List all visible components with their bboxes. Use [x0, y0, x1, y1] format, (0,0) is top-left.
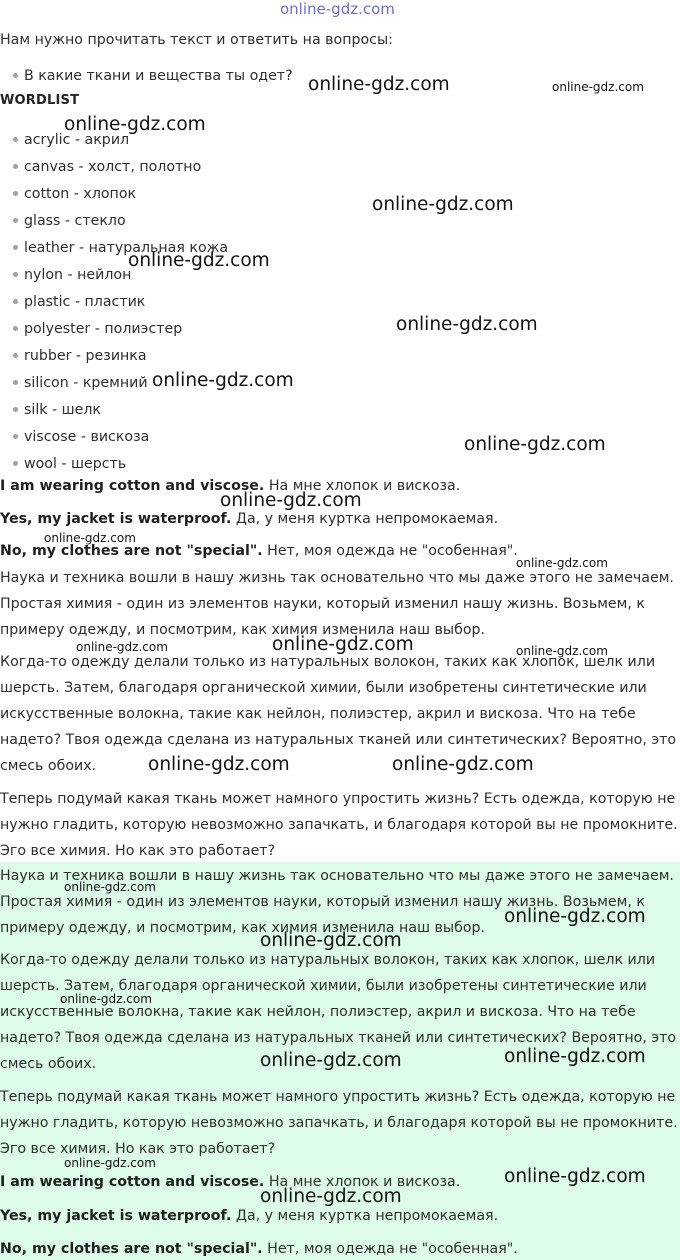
answer-russian: На мне хлопок и вискоза. [264, 478, 461, 494]
answer-english: Yes, my jacket is waterproof. [0, 511, 232, 527]
bullet-icon [13, 353, 18, 358]
watermark: online-gdz.com [504, 1166, 646, 1187]
answer-english: Yes, my jacket is waterproof. [0, 1208, 232, 1224]
wordlist-heading: WORDLIST [0, 93, 80, 108]
answer-russian: Да, у меня куртка непромокаемая. [231, 1208, 499, 1224]
watermark: online-gdz.com [516, 644, 608, 658]
answer-russian: Да, у меня куртка непромокаемая. [231, 511, 499, 527]
watermark: online-gdz.com [396, 314, 538, 335]
article-line: надето? Твоя одежда сделана из натуральных тканей или синтетических? Вероятно, это [0, 1030, 677, 1046]
wordlist-item: wool - шерсть [24, 456, 127, 472]
question-text: В какие ткани и вещества ты одет? [24, 68, 293, 84]
article-line: искусственные волокна, такие как нейлон, полиэстер, акрил и вискоза. Что на тебе [0, 1004, 636, 1020]
article-line: Когда-то одежду делали только из натуральных волокон, таких как хлопок, шелк или [0, 654, 656, 670]
article-line: Наука и техника вошли в нашу жизнь так основательно что мы даже этого не замечаем. [0, 868, 674, 884]
bullet-icon [13, 218, 18, 223]
watermark: online-gdz.com [516, 556, 608, 570]
wordlist-item: leather - натуральная кожа [24, 240, 229, 256]
answer-english: I am wearing cotton and viscose. [0, 1174, 265, 1190]
bullet-icon [13, 272, 18, 277]
watermark: online-gdz.com [60, 992, 152, 1006]
watermark: online-gdz.com [76, 640, 168, 654]
watermark: online-gdz.com [128, 250, 270, 271]
watermark: online-gdz.com [44, 531, 136, 545]
watermark: online-gdz.com [152, 370, 294, 391]
wordlist-item: cotton - хлопок [24, 186, 137, 202]
bullet-icon [13, 380, 18, 385]
watermark: online-gdz.com [372, 194, 514, 215]
bullet-icon [13, 191, 18, 196]
article-line: Теперь подумай какая ткань может намного упростить жизнь? Есть одежда, которую не [0, 791, 676, 807]
article-line: искусственные волокна, такие как нейлон, полиэстер, акрил и вискоза. Что на тебе [0, 706, 636, 722]
wordlist-item: canvas - холст, полотно [24, 159, 202, 175]
wordlist-item: plastic - пластик [24, 294, 146, 310]
site-url-link[interactable]: online-gdz.com [280, 0, 395, 18]
bullet-icon [13, 245, 18, 250]
article-line: Эго все химия. Но как это работает? [0, 1141, 276, 1157]
bullet-icon [13, 407, 18, 412]
wordlist-item: viscose - вискоза [24, 429, 150, 445]
answer-line [0, 509, 498, 529]
article-line: нужно гладить, которую невозможно запачкать, и благодаря которой вы не промокните. [0, 1115, 678, 1131]
answer-line [0, 1239, 518, 1259]
answer-line [0, 1206, 498, 1226]
bullet-icon [13, 326, 18, 331]
watermark: online-gdz.com [504, 1046, 646, 1067]
article-line: Когда-то одежду делали только из натуральных волокон, таких как хлопок, шелк или [0, 952, 656, 968]
watermark: online-gdz.com [464, 434, 606, 455]
bullet-icon [13, 299, 18, 304]
article-line: Эго все химия. Но как это работает? [0, 843, 276, 859]
wordlist-item: silicon - кремний [24, 375, 148, 391]
watermark: online-gdz.com [220, 490, 362, 511]
answer-russian: Нет, моя одежда не "особенная". [262, 1241, 518, 1257]
answer-english: I am wearing cotton and viscose. [0, 478, 265, 494]
article-line: примеру одежду, и посмотрим, как химия изменила наш выбор. [0, 622, 486, 638]
watermark: online-gdz.com [552, 80, 644, 94]
answer-russian: Нет, моя одежда не "особенная". [262, 543, 518, 559]
article-line: смесь обоих. [0, 758, 97, 774]
article-line: надето? Твоя одежда сделана из натуральных тканей или синтетических? Вероятно, это [0, 732, 677, 748]
article-line: шерсть. Затем, благодаря органической химии, были изобретены синтетические или [0, 680, 647, 696]
wordlist-item: rubber - резинка [24, 348, 147, 364]
watermark: online-gdz.com [504, 906, 646, 927]
watermark: online-gdz.com [148, 754, 290, 775]
wordlist-item: acrylic - акрил [24, 132, 130, 148]
answer-english: No, my clothes are not "special". [0, 1241, 263, 1257]
answer-russian: На мне хлопок и вискоза. [264, 1174, 461, 1190]
article-line: Теперь подумай какая ткань может намного упростить жизнь? Есть одежда, которую не [0, 1089, 676, 1105]
article-line: примеру одежду, и посмотрим, как химия изменила наш выбор. [0, 920, 486, 936]
wordlist-item: glass - стекло [24, 213, 126, 229]
article-paragraph [0, 565, 674, 643]
wordlist-item: silk - шелк [24, 402, 101, 418]
watermark: online-gdz.com [260, 930, 402, 951]
article-line: Простая химия - один из элементов науки, который изменил нашу жизнь. Возьмем, к [0, 596, 645, 612]
bullet-icon [13, 164, 18, 169]
article-paragraph [0, 786, 678, 864]
answer-paragraph [0, 1084, 678, 1162]
article-line: шерсть. Затем, благодаря органической химии, были изобретены синтетические или [0, 978, 647, 994]
bullet-icon [13, 137, 18, 142]
bullet-icon [13, 434, 18, 439]
article-line: Простая химия - один из элементов науки, который изменил нашу жизнь. Возьмем, к [0, 894, 645, 910]
task-text: Нам нужно прочитать текст и ответить на вопросы: [0, 32, 393, 48]
watermark: online-gdz.com [64, 1156, 156, 1170]
bullet-icon [13, 461, 18, 466]
article-line: нужно гладить, которую невозможно запачкать, и благодаря которой вы не промокните. [0, 817, 678, 833]
watermark: online-gdz.com [260, 1050, 402, 1071]
answer-english: No, my clothes are not "special". [0, 543, 263, 559]
article-line: смесь обоих. [0, 1056, 97, 1072]
watermark: online-gdz.com [260, 1186, 402, 1207]
watermark: online-gdz.com [272, 634, 414, 655]
watermark: online-gdz.com [64, 880, 156, 894]
watermark: online-gdz.com [308, 74, 450, 95]
article-paragraph [0, 649, 676, 779]
bullet-icon [13, 73, 18, 78]
wordlist-item: polyester - полиэстер [24, 321, 183, 337]
wordlist-item: nylon - нейлон [24, 267, 132, 283]
watermark: online-gdz.com [64, 114, 206, 135]
article-line: Наука и техника вошли в нашу жизнь так основательно что мы даже этого не замечаем. [0, 570, 674, 586]
watermark: online-gdz.com [392, 754, 534, 775]
